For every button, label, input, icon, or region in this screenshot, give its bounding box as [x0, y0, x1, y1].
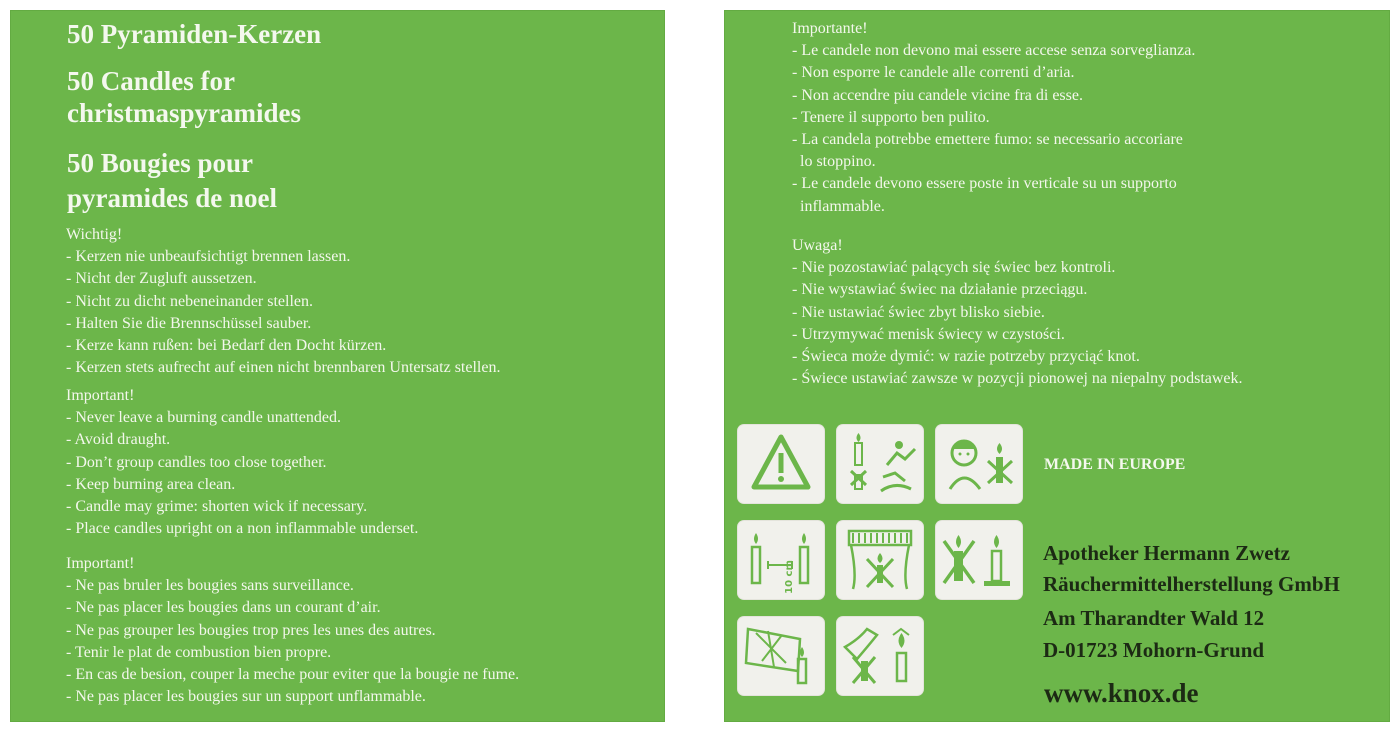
english-line: - Candle may grime: shorten wick if necessary.	[66, 498, 368, 516]
italian-warnings	[792, 18, 1195, 218]
keep-from-children-icon	[936, 425, 1022, 503]
english-line: - Keep burning area clean.	[66, 475, 236, 493]
title-german: 50 Pyramiden-Kerzen	[67, 19, 322, 49]
french-line: - Ne pas placer les bougies sur un support unflammable.	[66, 688, 426, 706]
english-heading: Important!	[66, 387, 135, 404]
french-line: - En cas de besion, couper la meche pour eviter que la bougie ne fume.	[66, 666, 520, 684]
english-line: - Don’t group candles too close together.	[66, 453, 327, 471]
spacing-label: 10 cm	[784, 560, 795, 594]
french-line: - Ne pas grouper les bougies trop pres les unes des autres.	[66, 621, 436, 639]
unattended-candle-icon	[837, 425, 923, 503]
german-line: - Nicht der Zugluft aussetzen.	[66, 270, 257, 288]
left-label-panel	[10, 10, 665, 722]
german-line: - Kerzen stets aufrecht auf einen nicht brennbaren Untersatz stellen.	[66, 359, 501, 377]
french-line: - Ne pas bruler les bougies sans surveillance.	[66, 577, 354, 595]
do-not-touch-flame-icon	[837, 617, 923, 695]
title-english-line2: christmaspyramides	[67, 98, 301, 128]
company-division: Räuchermittelherstellung GmbH	[1043, 572, 1340, 596]
no-draught-curtain-icon	[837, 521, 923, 599]
candle-spacing-icon	[738, 521, 824, 599]
polish-heading: Uwaga!	[792, 237, 843, 254]
polish-line: - Nie ustawiać świec zbyt blisko siebie.	[792, 303, 1045, 321]
german-line: - Halten Sie die Brennschüssel sauber.	[66, 314, 312, 332]
italian-line: - Non esporre le candele alle correnti d’aria.	[792, 64, 1075, 82]
english-line: - Never leave a burning candle unattended.	[66, 409, 341, 427]
french-line: - Tenir le plat de combustion bien propre.	[66, 643, 332, 661]
website-link[interactable]: www.knox.de	[1044, 678, 1199, 708]
italian-line: lo stoppino.	[792, 153, 876, 171]
italian-line: - Non accendre piu candele vicine fra di esse.	[792, 86, 1083, 104]
made-in-europe-label: MADE IN EUROPE	[1044, 456, 1186, 473]
polish-line: - Nie wystawiać świec na działanie przeciągu.	[792, 281, 1088, 299]
polish-warnings	[792, 235, 1243, 390]
french-heading: Important!	[66, 555, 135, 572]
italian-line: - Tenere il supporto ben pulito.	[792, 108, 990, 126]
italian-line: - Le candele non devono mai essere accese senza sorveglianza.	[792, 42, 1196, 60]
english-line: - Place candles upright on a non inflammable underset.	[66, 520, 419, 538]
german-line: - Nicht zu dicht nebeneinander stellen.	[66, 292, 314, 310]
single-candle-icon	[936, 521, 1022, 599]
italian-line: - La candela potrebbe emettere fumo: se necessario accoriare	[792, 131, 1183, 149]
title-french-line1: 50 Bougies pour	[67, 148, 254, 178]
polish-line: - Utrzymywać menisk świecy w czystości.	[792, 325, 1065, 343]
english-line: - Avoid draught.	[66, 431, 171, 449]
warning-triangle-icon	[738, 425, 824, 503]
german-heading: Wichtig!	[66, 226, 123, 243]
french-warnings	[66, 553, 519, 708]
company-name: Apotheker Hermann Zwetz	[1043, 541, 1290, 565]
no-decoration-nearby-icon	[738, 617, 824, 695]
italian-heading: Importante!	[792, 20, 868, 37]
german-line: - Kerzen nie unbeaufsichtigt brennen lassen.	[66, 248, 351, 266]
company-street: Am Tharandter Wald 12	[1043, 606, 1265, 630]
german-line: - Kerze kann rußen: bei Bedarf den Docht kürzen.	[66, 337, 387, 355]
company-city: D-01723 Mohorn-Grund	[1043, 638, 1265, 662]
polish-line: - Świece ustawiać zawsze w pozycji pionowej na niepalny podstawek.	[792, 370, 1243, 388]
title-french-line2: pyramides de noel	[67, 183, 278, 213]
polish-line: - Nie pozostawiać palących się świec bez kontroli.	[792, 259, 1116, 277]
italian-line: inflammable.	[792, 197, 885, 215]
italian-line: - Le candele devono essere poste in verticale su un supporto	[792, 175, 1177, 193]
polish-line: - Świeca może dymić: w razie potrzeby przyciąć knot.	[792, 348, 1140, 366]
french-line: - Ne pas placer les bougies dans un courant d’air.	[66, 599, 381, 617]
english-warnings	[66, 385, 418, 540]
right-label-panel	[724, 10, 1390, 722]
german-warnings	[66, 224, 500, 379]
title-english-line1: 50 Candles for	[67, 66, 235, 96]
